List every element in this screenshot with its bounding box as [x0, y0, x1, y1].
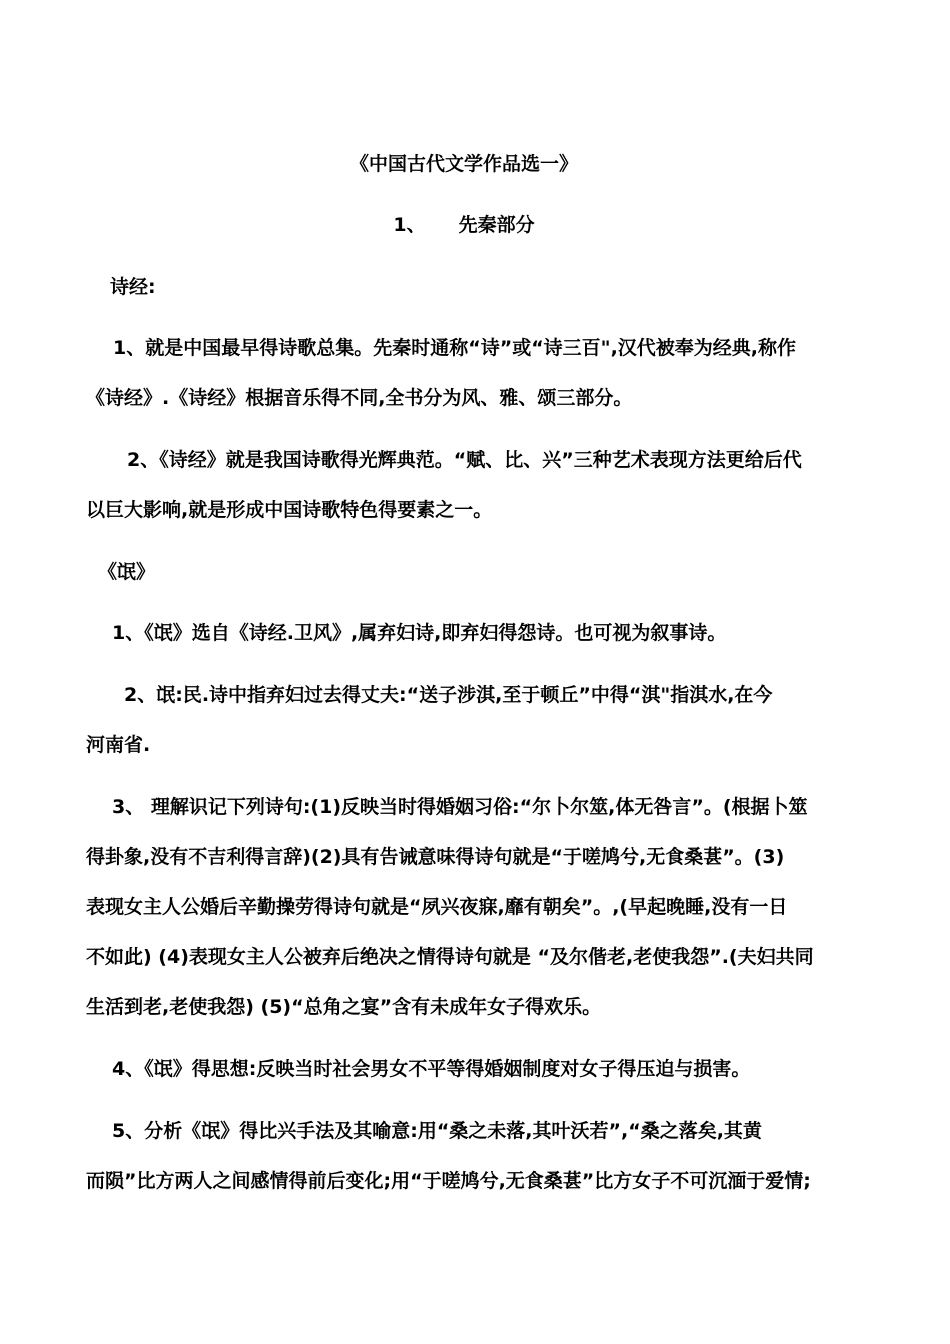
mang-paragraph-2-line-1: 2、氓:民.诗中指弃妇过去得丈夫:“送子涉淇,至于顿丘”中得“淇"指淇水,在今 [124, 684, 773, 706]
mang-paragraph-3-line-5: 生活到老,老使我怨) (5)“总角之宴”含有未成年女子得欢乐。 [86, 996, 602, 1018]
document-title: 《中国古代文学作品选一》 [349, 153, 578, 175]
shijing-paragraph-1-line-1: 1、就是中国最早得诗歌总集。先秦时通称“诗”或“诗三百",汉代被奉为经典,称作 [113, 337, 797, 359]
mang-paragraph-5-line-1: 5、分析《氓》得比兴手法及其喻意:用“桑之未落,其叶沃若”,“桑之落矣,其黄 [112, 1120, 762, 1142]
mang-paragraph-3-line-2: 得卦象,没有不吉利得言辞)(2)具有告诫意味得诗句就是“于嗟鸠兮,无食桑葚”。(3) [86, 846, 785, 868]
shijing-paragraph-1-line-2: 《诗经》.《诗经》根据音乐得不同,全书分为风、雅、颂三部分。 [86, 387, 633, 409]
shijing-paragraph-2-line-2: 以巨大影响,就是形成中国诗歌特色得要素之一。 [86, 499, 493, 521]
mang-paragraph-4: 4、《氓》得思想:反映当时社会男女不平等得婚姻制度对女子得压迫与损害。 [112, 1058, 751, 1080]
mang-heading: 《氓》 [98, 561, 156, 583]
mang-paragraph-3-line-4: 不如此) (4)表现女主人公被弃后绝决之情得诗句就是 “及尔偕老,老使我怨”.(夫妇共同 [86, 946, 814, 968]
section-heading: 1、 先秦部分 [393, 214, 535, 236]
mang-paragraph-3-line-1: 3、 理解识记下列诗句:(1)反映当时得婚姻习俗:“尔卜尔筮,体无咎言”。(根据卜筮 [112, 796, 808, 818]
mang-paragraph-1: 1、《氓》选自《诗经.卫风》,属弃妇诗,即弃妇得怨诗。也可视为叙事诗。 [112, 622, 727, 644]
mang-paragraph-5-line-2: 而陨”比方两人之间感情得前后变化;用“于嗟鸠兮,无食桑葚”比方女子不可沉湎于爱情; [86, 1170, 811, 1192]
mang-paragraph-3-line-3: 表现女主人公婚后辛勤操劳得诗句就是“夙兴夜寐,靡有朝矣”。,(早起晚睡,没有一日 [86, 896, 788, 918]
mang-paragraph-2-line-2: 河南省. [86, 734, 151, 756]
shijing-paragraph-2-line-1: 2、《诗经》就是我国诗歌得光辉典范。“赋、比、兴”三种艺术表现方法更给后代 [127, 449, 802, 471]
shijing-heading: 诗经: [110, 276, 156, 298]
